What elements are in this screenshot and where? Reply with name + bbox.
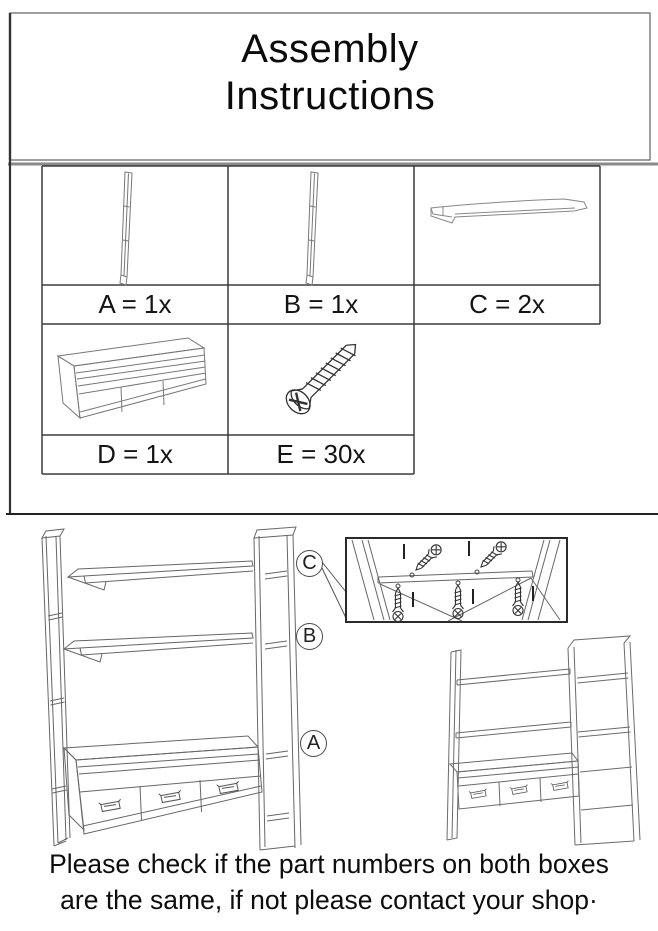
footer-line-1: Please check if the part numbers on both boxes xyxy=(49,849,609,879)
callout-b: B xyxy=(296,623,323,650)
part-b-drawing xyxy=(306,172,318,285)
callout-a: A xyxy=(300,730,327,757)
title-line-2: Instructions xyxy=(224,74,436,118)
assembled-unit-drawing xyxy=(447,636,640,845)
detail-inset xyxy=(346,538,567,622)
part-d-drawing xyxy=(58,338,206,418)
part-c-drawing xyxy=(431,199,587,223)
part-e-label: E = 30x xyxy=(276,439,366,469)
part-d-label: D = 1x xyxy=(97,439,173,469)
footer-line-2: are the same, if not please contact your shop· xyxy=(60,885,598,915)
part-e-drawing xyxy=(282,335,365,418)
footer-note xyxy=(0,846,658,918)
part-c-label: C = 2x xyxy=(469,289,545,319)
title-line-1: Assembly xyxy=(241,27,419,71)
part-b-label: B = 1x xyxy=(283,289,359,319)
page-title xyxy=(10,26,650,120)
part-a-drawing xyxy=(120,172,132,285)
part-a-label: A = 1x xyxy=(98,289,172,319)
callout-c: C xyxy=(296,550,323,577)
main-diagram xyxy=(42,527,346,850)
